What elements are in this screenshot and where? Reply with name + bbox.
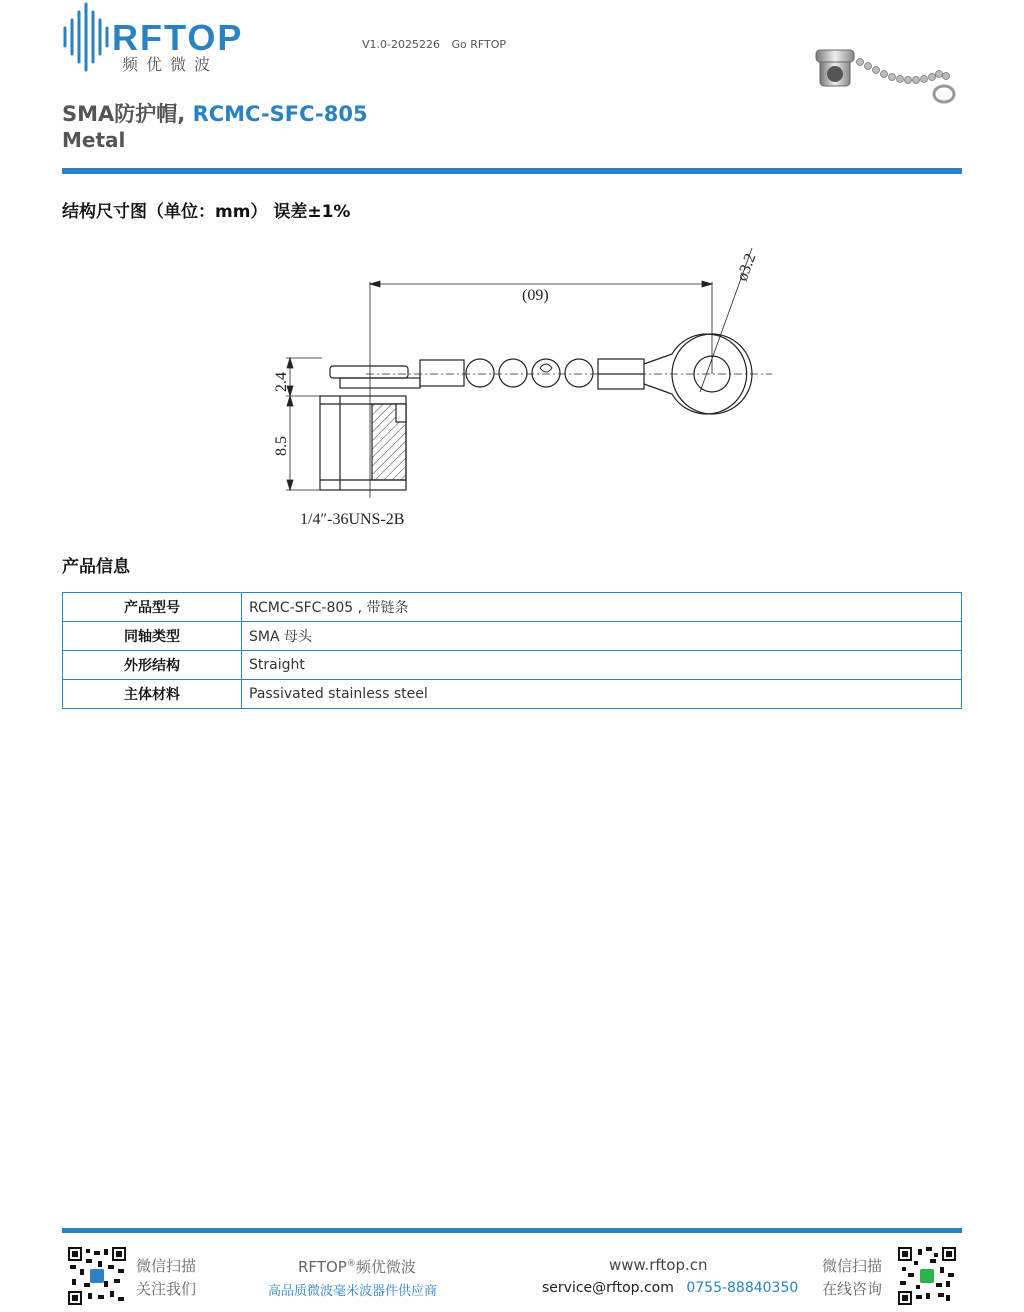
footer-contact <box>542 1280 798 1296</box>
dim-ring-diameter: ø3.2 <box>733 251 760 284</box>
footer-brand-cn: 频优微波 <box>355 1258 416 1276</box>
info-value: RCMC-SFC-805 , 带链条 <box>242 593 962 622</box>
info-section-title: 产品信息 <box>62 557 130 577</box>
footer-website[interactable]: www.rftop.cn <box>609 1256 708 1274</box>
registered-mark: ® <box>346 1259 356 1269</box>
scan-follow-label-2: 关注我们 <box>136 1280 197 1298</box>
logo-subtitle: 频优微波 <box>122 55 219 74</box>
table-row <box>63 593 962 622</box>
info-key: 主体材料 <box>63 680 242 709</box>
dim-cap-height: 2.4 <box>273 372 290 392</box>
product-photo <box>812 42 962 114</box>
dim-length: (09) <box>522 287 549 304</box>
info-key: 产品型号 <box>63 593 242 622</box>
info-value: SMA 母头 <box>242 622 962 651</box>
footer-phone[interactable]: 0755-88840350 <box>686 1280 799 1296</box>
qr-code-consult-icon <box>898 1247 956 1305</box>
table-row <box>63 622 962 651</box>
drawing-section-title: 结构尺寸图（单位：mm） 误差±1% <box>62 202 351 222</box>
product-title <box>62 98 368 128</box>
dimension-drawing <box>262 228 782 538</box>
title-prefix: SMA防护帽, <box>62 102 186 126</box>
company-name: Go RFTOP <box>451 38 507 51</box>
header-divider <box>62 168 962 174</box>
scan-consult-label-2: 在线咨询 <box>822 1280 883 1298</box>
info-value: Passivated stainless steel <box>242 680 962 709</box>
logo-text: RFTOP <box>112 17 244 58</box>
footer-email[interactable]: service@rftop.com <box>542 1280 674 1296</box>
dim-body-height: 8.5 <box>273 436 290 456</box>
info-key: 外形结构 <box>63 651 242 680</box>
product-info-table <box>62 592 962 709</box>
table-row <box>63 680 962 709</box>
part-number: RCMC-SFC-805 <box>192 102 368 126</box>
footer-brand <box>298 1256 416 1277</box>
footer-brand-name: RFTOP <box>298 1258 347 1276</box>
version-line <box>362 38 514 51</box>
footer-divider <box>62 1228 962 1233</box>
info-key: 同轴类型 <box>63 622 242 651</box>
scan-consult-label-1: 微信扫描 <box>822 1257 883 1275</box>
table-row <box>63 651 962 680</box>
material-subtitle: Metal <box>62 128 126 152</box>
version-number: V1.0-2025226 <box>362 38 440 51</box>
info-value: Straight <box>242 651 962 680</box>
dim-thread: 1/4″-36UNS-2B <box>300 511 405 528</box>
footer-slogan: 高品质微波毫米波器件供应商 <box>268 1284 438 1299</box>
qr-code-follow-icon <box>68 1247 126 1305</box>
scan-follow-label-1: 微信扫描 <box>136 1257 197 1275</box>
